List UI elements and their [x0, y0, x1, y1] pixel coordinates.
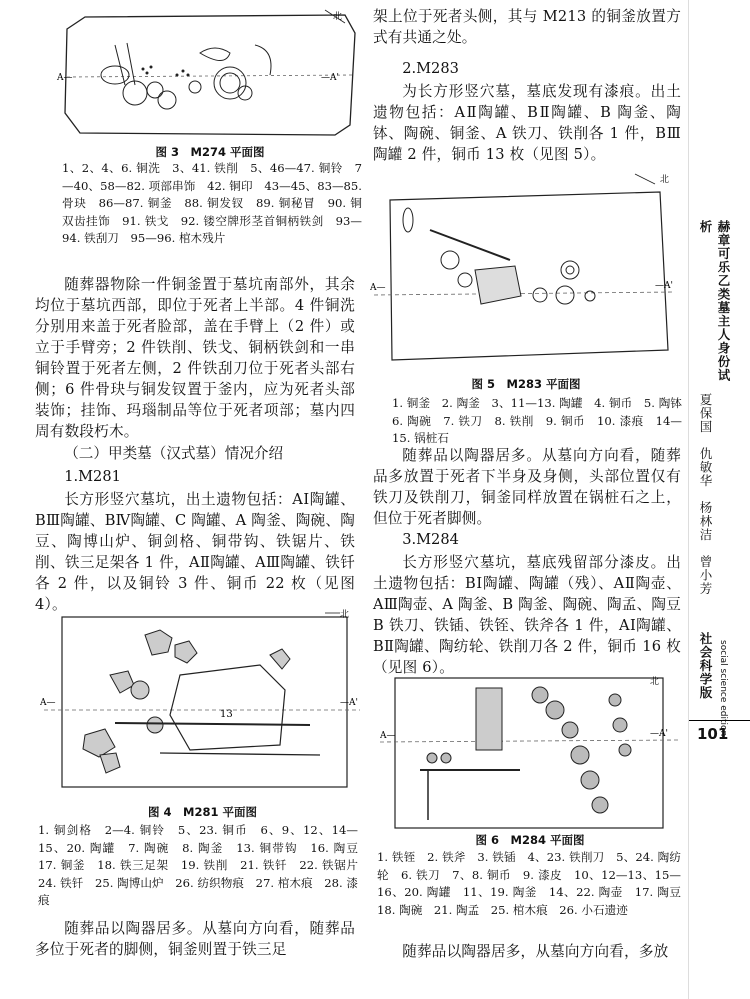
- figure-6-caption: 图 6 M284 平面图: [475, 833, 585, 847]
- section-heading: （二）甲类墓（汉式墓）情况介绍: [64, 445, 284, 462]
- fig5-label-a2: —A': [655, 281, 673, 291]
- fig3-north: 北: [333, 12, 343, 22]
- paragraph: 随葬品以陶器居多。从墓向方向看，随葬品多放置于死者下半身及身侧，头部位置仅有铁刀及铁削刀，铜釜同样放置在锅桩石之上，但位于死者脚侧。: [373, 447, 681, 527]
- fig3-label-a2: —A': [321, 73, 339, 83]
- paragraph: 长方形竖穴墓坑，墓底残留部分漆皮。出土遗物包括：BⅠ陶罐、陶罐（残）、AⅡ陶壶、AⅢ陶壶、A 陶釜、B 陶釜、陶碗、陶孟、陶豆 B 铁刀、铁锸、铁铚、铁斧各 1 件，AⅠ陶罐、BⅡ陶罐、陶纺轮、铁削刀各 2 件，铜币 16 枚（见图 6）。: [373, 554, 681, 676]
- figure-6: [380, 670, 680, 835]
- fig6-label-a2: —A': [650, 729, 668, 739]
- figure-4-legend: 1. 铜剑格 2—4. 铜铃 5、23. 铜币 6、9、12、14—15、20. 陶罐 7. 陶碗 8. 陶釜 13. 铜带钩 16. 陶豆 17. 铜釜 18. 铁三足架 19. 铁削 21. 铁钎 22. 铁锯片 24. 铁钎 25. 陶博山炉 26. 纺织物痕 27. 棺木痕 28. 漆痕: [38, 823, 370, 907]
- figure-3-drawing: [55, 5, 365, 140]
- paragraph: 随葬品以陶器居多，从墓向方向看，多放: [402, 943, 669, 960]
- figure-5-legend: 1. 铜釜 2. 陶釜 3、11—13. 陶罐 4. 铜币 5. 陶钵 6. 陶碗 7. 铁刀 8. 铁削 9. 铜币 10. 漆痕 14—15. 锅桩石: [392, 396, 694, 445]
- figure-3: [55, 5, 365, 140]
- fig6-label-a: A—: [380, 731, 396, 741]
- paragraph: 随葬品以陶器居多。从墓向方向看，随葬品多位于死者的脚侧，铜釜则置于铁三足: [35, 920, 355, 958]
- paragraph: 为长方形竖穴墓，墓底发现有漆痕。出土遗物包括：AⅡ陶罐、BⅡ陶罐、B 陶釜、陶钵、陶碗、铜釜、A 铁刀、铁削各 1 件，BⅢ陶罐 2 件，铜币 13 枚（见图 5）。: [373, 83, 681, 163]
- paragraph: 随葬器物除一件铜釜置于墓坑南部外，其余均位于墓坑西部，即位于死者上半部。4 件铜洗分别用来盖于死者脸部，盖在手臂上（2 件）或立于手臂旁；2 件铁削、铁戈、铜柄铁剑和一串铜铃置于死者左侧，2 件铁刮刀位于死者头部右侧；6 件骨玦与铜发钗置于釜内，应为死者头部装饰；挂饰、玛瑙制品等位于死者项部；墓内四周有数段朽木。: [35, 276, 355, 440]
- figure-4: [40, 605, 365, 795]
- figure-3-caption: 图 3 M274 平面图: [155, 145, 265, 159]
- fig5-label-a: A—: [370, 283, 386, 293]
- page-number: 101: [697, 725, 729, 743]
- fig4-label-a: A—: [40, 698, 56, 708]
- subsection-heading: 3.M284: [402, 531, 459, 548]
- subsection-heading: 2.M283: [402, 60, 459, 77]
- fig5-north: 北: [660, 175, 670, 185]
- figure-6-legend: 1. 铁铚 2. 铁斧 3. 铁锸 4、23. 铁削刀 5、24. 陶纺轮 6. 铁刀 7、8. 铜币 9. 漆皮 10、12—13、15—16、20. 陶罐 11、19. 陶釜 14、22. 陶壶 17. 陶豆 18. 陶碗 21. 陶孟 25. 棺木痕 26. 小石遗迹: [377, 850, 693, 917]
- figure-5: [370, 170, 682, 370]
- figure-6-drawing: [380, 670, 680, 835]
- fig4-label-a2: —A': [340, 698, 358, 708]
- figure-5-drawing: [370, 170, 682, 370]
- figure-5-caption: 图 5 M283 平面图: [471, 377, 581, 391]
- figure-4-caption: 图 4 M281 平面图: [148, 805, 257, 819]
- figure-3-legend: 1、2、4、6. 铜洗 3、41. 铁削 5、46—47. 铜铃 7—40、58—82. 项部串饰 42. 铜印 43—45、83—85. 骨玦 86—87. 铜釜 88. 铜发钗 89. 铜秘冒 90. 铜双齿挂饰 91. 铁戈 92. 镂空牌形茎首铜柄铁剑 93—94. 铁刮刀 95—96. 棺木残片: [62, 161, 362, 245]
- article-title: 赫章可乐乙类墓主人身份试析: [698, 220, 731, 382]
- journal-edition: social science edition: [718, 640, 728, 737]
- fig4-north: 北: [340, 610, 350, 620]
- divider: [689, 720, 750, 721]
- fig6-north: 北: [650, 677, 660, 687]
- journal-name: 社会科学版: [698, 632, 713, 700]
- fig4-number: 13: [220, 709, 233, 720]
- subsection-heading: 1.M281: [64, 468, 121, 485]
- article-authors: 夏保国 仇敏华 杨林洁 曾小芳: [698, 393, 713, 596]
- figure-4-drawing: [40, 605, 365, 795]
- paragraph: 长方形竖穴墓坑，出土遗物包括：AⅠ陶罐、BⅢ陶罐、BⅣ陶罐、C 陶罐、A 陶釜、陶碗、陶豆、陶博山炉、铜剑格、铜带钩、铁锯片、铁削、铁三足架各 1 件，AⅡ陶罐、AⅢ陶罐、铁钎各 2 件，以及铜铃 3 件、铜币 22 枚（见图 4）。: [35, 491, 355, 613]
- paragraph: 架上位于死者头侧，其与 M213 的铜釜放置方式有共通之处。: [373, 8, 681, 46]
- fig3-label-a: A—: [57, 73, 73, 83]
